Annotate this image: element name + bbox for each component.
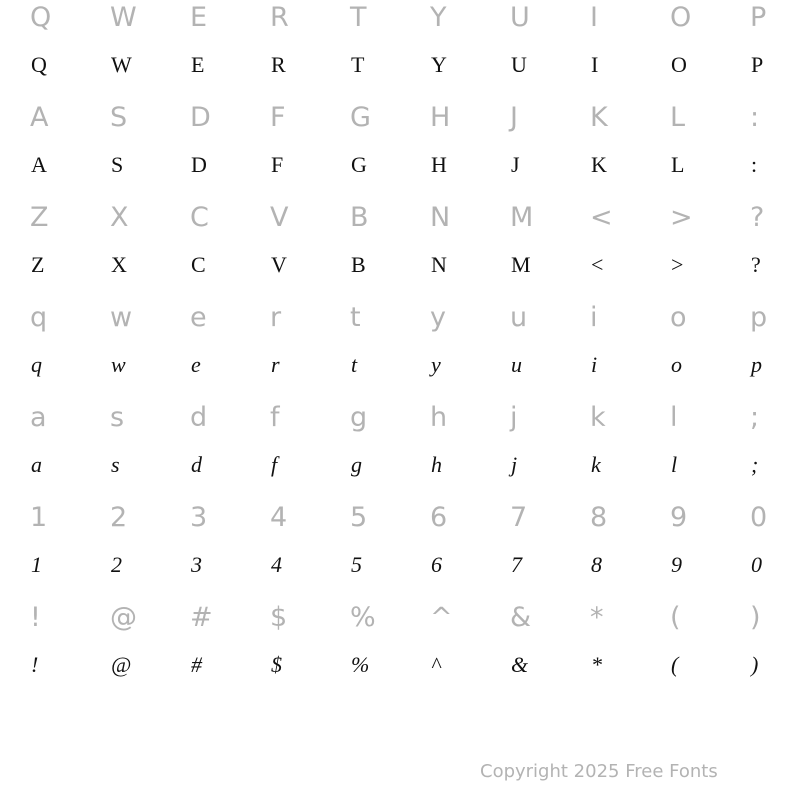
reference-glyph: E [190, 2, 208, 33]
reference-glyph: j [510, 402, 518, 433]
reference-glyph: B [350, 202, 369, 233]
reference-glyph: ! [30, 602, 41, 633]
glyph-cell [480, 600, 560, 700]
glyph-row [0, 400, 800, 500]
reference-glyph: 8 [590, 502, 608, 533]
reference-glyph: r [270, 302, 282, 333]
specimen-glyph: > [671, 252, 684, 277]
specimen-glyph: 9 [671, 552, 682, 577]
specimen-glyph: M [511, 252, 531, 277]
specimen-glyph: d [191, 452, 202, 477]
glyph-cell [640, 300, 720, 400]
reference-glyph: s [110, 402, 125, 433]
reference-glyph: t [350, 302, 361, 333]
specimen-glyph: N [431, 252, 447, 277]
reference-glyph: q [30, 302, 48, 333]
reference-glyph: 7 [510, 502, 528, 533]
specimen-glyph: # [191, 652, 202, 677]
specimen-glyph: P [751, 52, 764, 77]
specimen-glyph: ; [751, 452, 759, 477]
glyph-cell [0, 100, 80, 200]
specimen-glyph: % [351, 652, 370, 677]
specimen-glyph: V [271, 252, 287, 277]
glyph-cell [80, 600, 160, 700]
specimen-glyph: ! [31, 652, 39, 677]
reference-glyph: 2 [110, 502, 128, 533]
glyph-cell [0, 300, 80, 400]
specimen-glyph: X [111, 252, 127, 277]
specimen-glyph: s [111, 452, 120, 477]
specimen-glyph: < [591, 252, 604, 277]
specimen-glyph: g [351, 452, 362, 477]
specimen-glyph: ) [751, 652, 759, 677]
reference-glyph: p [750, 302, 768, 333]
specimen-glyph: C [191, 252, 206, 277]
specimen-glyph: p [751, 352, 762, 377]
reference-glyph: d [190, 402, 208, 433]
glyph-cell [560, 500, 640, 600]
glyph-cell [720, 500, 800, 600]
reference-glyph: 6 [430, 502, 448, 533]
specimen-glyph: 5 [351, 552, 362, 577]
specimen-glyph: & [511, 652, 529, 677]
reference-glyph: Q [30, 2, 52, 33]
specimen-glyph: r [271, 352, 280, 377]
reference-glyph: i [590, 302, 598, 333]
reference-glyph: a [30, 402, 47, 433]
specimen-glyph: W [111, 52, 132, 77]
copyright-notice: Copyright 2025 Free Fonts [480, 761, 718, 782]
reference-glyph: k [590, 402, 606, 433]
glyph-cell [560, 0, 640, 100]
reference-glyph: o [670, 302, 687, 333]
glyph-cell [400, 200, 480, 300]
specimen-glyph: l [671, 452, 678, 477]
specimen-glyph: A [31, 152, 47, 177]
specimen-glyph: t [351, 352, 358, 377]
glyph-cell [240, 200, 320, 300]
reference-glyph: J [510, 102, 518, 133]
reference-glyph: @ [110, 602, 137, 633]
reference-glyph: G [350, 102, 371, 133]
reference-glyph: : [750, 102, 760, 133]
glyph-cell [560, 600, 640, 700]
glyph-cell [400, 400, 480, 500]
specimen-glyph: 3 [191, 552, 202, 577]
glyph-cell [720, 400, 800, 500]
reference-glyph: W [110, 2, 137, 33]
specimen-glyph: S [111, 152, 124, 177]
reference-glyph: > [670, 202, 693, 233]
glyph-cell [640, 200, 720, 300]
reference-glyph: N [430, 202, 451, 233]
reference-glyph: e [190, 302, 207, 333]
reference-glyph: C [190, 202, 209, 233]
glyph-cell [80, 300, 160, 400]
specimen-glyph: w [111, 352, 126, 377]
specimen-glyph: ( [671, 652, 679, 677]
glyph-cell [400, 500, 480, 600]
glyph-cell [320, 300, 400, 400]
reference-glyph: 9 [670, 502, 688, 533]
reference-glyph: Z [30, 202, 49, 233]
specimen-glyph: 0 [751, 552, 762, 577]
specimen-glyph: j [511, 452, 518, 477]
reference-glyph: ; [750, 402, 760, 433]
glyph-cell [640, 0, 720, 100]
glyph-cell [240, 400, 320, 500]
reference-glyph: & [510, 602, 532, 633]
specimen-glyph: k [591, 452, 601, 477]
glyph-cell [560, 200, 640, 300]
specimen-glyph: : [751, 152, 758, 177]
glyph-row [0, 200, 800, 300]
reference-glyph: 0 [750, 502, 768, 533]
reference-glyph: D [190, 102, 211, 133]
glyph-cell [0, 500, 80, 600]
reference-glyph: l [670, 402, 678, 433]
glyph-cell [400, 0, 480, 100]
glyph-cell [320, 400, 400, 500]
reference-glyph: I [590, 2, 598, 33]
specimen-glyph: $ [271, 652, 282, 677]
glyph-cell [560, 100, 640, 200]
specimen-glyph: J [511, 152, 520, 177]
glyph-cell [0, 600, 80, 700]
glyph-cell [0, 0, 80, 100]
specimen-glyph: K [591, 152, 607, 177]
glyph-cell [240, 500, 320, 600]
reference-glyph: K [590, 102, 608, 133]
reference-glyph: $ [270, 602, 288, 633]
glyph-cell [0, 400, 80, 500]
reference-glyph: F [270, 102, 286, 133]
reference-glyph: g [350, 402, 368, 433]
specimen-glyph: * [591, 652, 602, 677]
specimen-glyph: O [671, 52, 687, 77]
glyph-cell [80, 400, 160, 500]
specimen-glyph: h [431, 452, 442, 477]
glyph-cell [480, 300, 560, 400]
glyph-cell [160, 600, 240, 700]
reference-glyph: U [510, 2, 530, 33]
glyph-cell [320, 100, 400, 200]
reference-glyph: 1 [30, 502, 48, 533]
specimen-glyph: e [191, 352, 201, 377]
glyph-cell [240, 600, 320, 700]
reference-glyph: Y [430, 2, 447, 33]
reference-glyph: u [510, 302, 528, 333]
glyph-cell [0, 200, 80, 300]
reference-glyph: h [430, 402, 448, 433]
specimen-glyph: i [591, 352, 598, 377]
reference-glyph: 3 [190, 502, 208, 533]
specimen-glyph: a [31, 452, 42, 477]
glyph-cell [480, 500, 560, 600]
glyph-cell [240, 0, 320, 100]
reference-glyph: T [350, 2, 367, 33]
glyph-cell [480, 200, 560, 300]
glyph-cell [720, 0, 800, 100]
specimen-glyph: u [511, 352, 522, 377]
reference-glyph: * [590, 602, 604, 633]
reference-glyph: ? [750, 202, 765, 233]
reference-glyph: 5 [350, 502, 368, 533]
specimen-glyph: 1 [31, 552, 42, 577]
glyph-cell [480, 100, 560, 200]
glyph-cell [320, 500, 400, 600]
glyph-cell [640, 500, 720, 600]
glyph-cell [720, 600, 800, 700]
glyph-cell [160, 300, 240, 400]
specimen-glyph: E [191, 52, 205, 77]
glyph-cell [320, 0, 400, 100]
glyph-cell [560, 400, 640, 500]
reference-glyph: L [670, 102, 686, 133]
glyph-cell [400, 300, 480, 400]
reference-glyph: f [270, 402, 280, 433]
glyph-cell [720, 300, 800, 400]
glyph-cell [720, 200, 800, 300]
glyph-cell [320, 600, 400, 700]
glyph-cell [480, 0, 560, 100]
specimen-glyph: G [351, 152, 367, 177]
glyph-cell [560, 300, 640, 400]
specimen-glyph: 7 [511, 552, 522, 577]
specimen-glyph: 8 [591, 552, 602, 577]
specimen-glyph: q [31, 352, 42, 377]
specimen-glyph: @ [111, 652, 132, 677]
glyph-cell [160, 100, 240, 200]
specimen-glyph: ? [751, 252, 761, 277]
specimen-glyph: f [271, 452, 278, 477]
reference-glyph: y [430, 302, 446, 333]
glyph-cell [160, 400, 240, 500]
glyph-cell [160, 500, 240, 600]
glyph-row [0, 500, 800, 600]
glyph-cell [400, 100, 480, 200]
specimen-glyph: D [191, 152, 207, 177]
reference-glyph: ( [670, 602, 681, 633]
specimen-glyph: F [271, 152, 284, 177]
reference-glyph: H [430, 102, 451, 133]
glyph-cell [320, 200, 400, 300]
specimen-glyph: y [431, 352, 441, 377]
specimen-glyph: R [271, 52, 286, 77]
specimen-glyph: U [511, 52, 527, 77]
glyph-cell [240, 300, 320, 400]
reference-glyph: # [190, 602, 213, 633]
glyph-cell [240, 100, 320, 200]
glyph-cell [640, 600, 720, 700]
glyph-cell [160, 0, 240, 100]
reference-glyph: R [270, 2, 289, 33]
specimen-glyph: B [351, 252, 366, 277]
reference-glyph: 4 [270, 502, 288, 533]
specimen-glyph: T [351, 52, 365, 77]
glyph-cell [720, 100, 800, 200]
glyph-cell [400, 600, 480, 700]
specimen-glyph: Y [431, 52, 447, 77]
glyph-row [0, 300, 800, 400]
glyph-cell [160, 200, 240, 300]
specimen-glyph: 6 [431, 552, 442, 577]
specimen-glyph: H [431, 152, 447, 177]
specimen-glyph: Z [31, 252, 45, 277]
specimen-glyph: I [591, 52, 599, 77]
reference-glyph: S [110, 102, 128, 133]
specimen-glyph: Q [31, 52, 47, 77]
reference-glyph: O [670, 2, 692, 33]
reference-glyph: w [110, 302, 133, 333]
glyph-row [0, 600, 800, 700]
reference-glyph: ) [750, 602, 761, 633]
reference-glyph: ^ [430, 602, 453, 633]
reference-glyph: < [590, 202, 613, 233]
specimen-glyph: 2 [111, 552, 122, 577]
glyph-cell [80, 100, 160, 200]
reference-glyph: V [270, 202, 289, 233]
reference-glyph: A [30, 102, 49, 133]
specimen-glyph: o [671, 352, 682, 377]
glyph-cell [80, 500, 160, 600]
glyph-row [0, 100, 800, 200]
specimen-glyph: ^ [431, 652, 441, 677]
glyph-cell [640, 400, 720, 500]
glyph-cell [80, 200, 160, 300]
reference-glyph: % [350, 602, 376, 633]
glyph-cell [80, 0, 160, 100]
glyph-cell [480, 400, 560, 500]
reference-glyph: X [110, 202, 129, 233]
specimen-glyph: L [671, 152, 685, 177]
specimen-glyph: 4 [271, 552, 282, 577]
glyph-row [0, 0, 800, 100]
glyph-cell [640, 100, 720, 200]
reference-glyph: P [750, 2, 767, 33]
reference-glyph: M [510, 202, 534, 233]
